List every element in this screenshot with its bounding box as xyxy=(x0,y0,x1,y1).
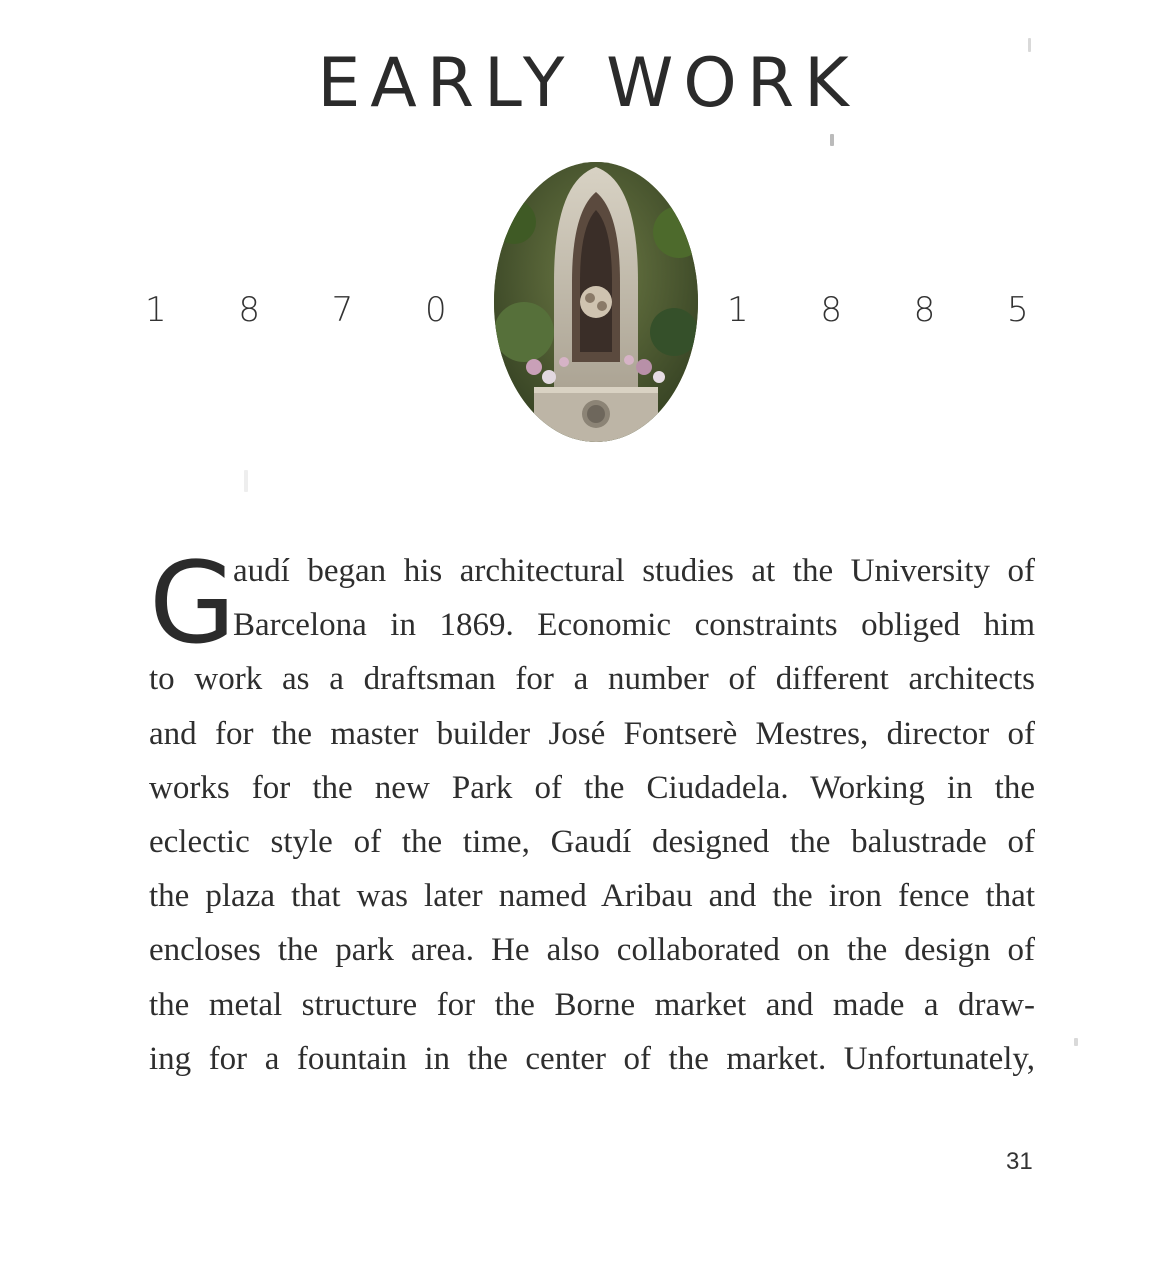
scan-speck xyxy=(1074,1038,1078,1046)
body-line: works for the new Park of the Ciudadela. Working in the xyxy=(149,769,1035,806)
year-start-digit: 0 xyxy=(424,290,447,330)
scan-speck xyxy=(830,134,834,146)
year-end-digit: 8 xyxy=(820,290,842,330)
year-start xyxy=(145,290,445,330)
year-start-digit: 8 xyxy=(238,290,260,330)
body-line: to work as a draftsman for a number of different architects xyxy=(149,661,1035,698)
year-end xyxy=(727,290,1027,330)
page-title: EARLY WORK xyxy=(317,44,859,123)
body-line: encloses the park area. He also collaborated on the design of xyxy=(149,932,1035,969)
body-line: the plaza that was later named Aribau and the iron fence that xyxy=(149,878,1035,915)
body-line: ing for a fountain in the center of the market. Unfortunately, xyxy=(149,1040,1035,1077)
body-line: the metal structure for the Borne market and made a draw- xyxy=(149,986,1035,1023)
body-line: and for the master builder José Fontserè Mestres, director of xyxy=(149,715,1035,752)
body-line: audí began his architectural studies at the University of xyxy=(233,553,1035,589)
year-start-digit: 1 xyxy=(145,290,167,330)
niche-photo-illustration xyxy=(494,162,698,442)
year-start-digit: 7 xyxy=(331,290,354,330)
medallion-photo xyxy=(494,162,698,442)
body-line: eclectic style of the time, Gaudí designed the balustrade of xyxy=(149,823,1035,860)
scan-speck xyxy=(244,470,248,492)
body-paragraph xyxy=(149,539,1035,1086)
drop-cap: G xyxy=(149,539,236,669)
page-number: 31 xyxy=(1006,1148,1033,1175)
year-end-digit: 8 xyxy=(913,290,936,330)
year-end-digit: 1 xyxy=(727,290,749,330)
year-end-digit: 5 xyxy=(1006,290,1029,330)
body-line: Barcelona in 1869. Economic constraints obliged him xyxy=(233,607,1035,644)
